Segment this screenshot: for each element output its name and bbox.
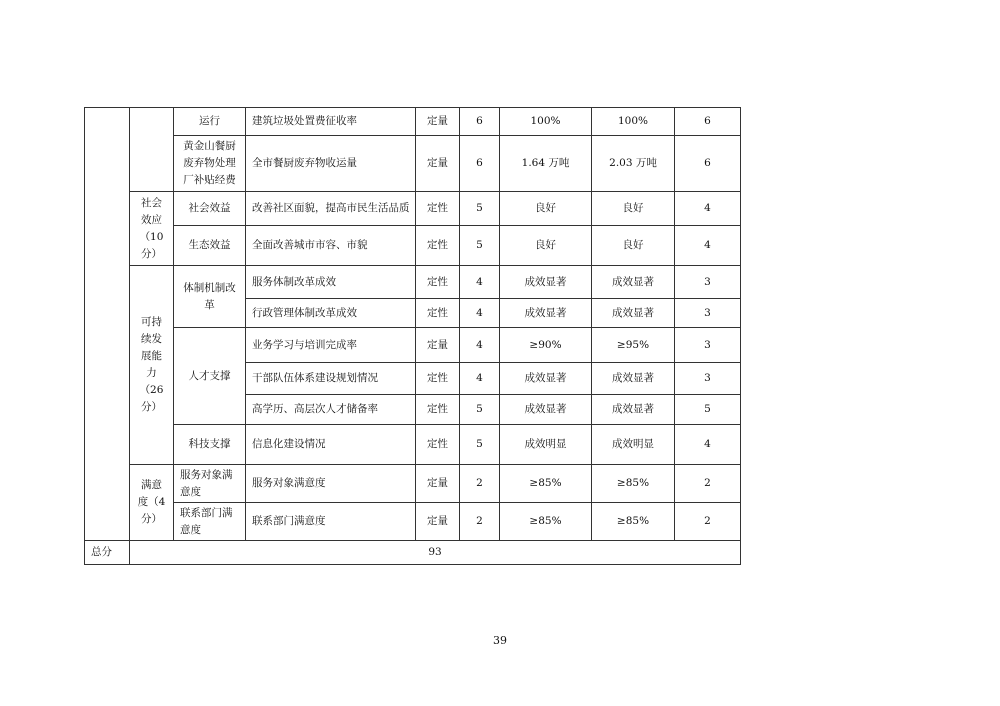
level3-cell: 运行 [174, 108, 246, 136]
score-cell: 6 [675, 108, 741, 136]
table-row [85, 192, 741, 226]
weight-cell: 6 [460, 136, 500, 192]
target-cell: 良好 [500, 226, 592, 266]
actual-cell: 成效显著 [592, 299, 675, 328]
score-cell: 2 [675, 503, 741, 541]
nature-cell: 定性 [416, 299, 460, 328]
total-label: 总分 [85, 541, 130, 565]
table-row [85, 136, 741, 192]
level3-cell: 服务对象满意度 [174, 465, 246, 503]
weight-cell: 4 [460, 363, 500, 395]
weight-cell: 2 [460, 465, 500, 503]
target-cell: ≥85% [500, 465, 592, 503]
weight-cell: 5 [460, 425, 500, 465]
target-cell: 1.64 万吨 [500, 136, 592, 192]
indicator-cell: 高学历、高层次人才储备率 [246, 395, 416, 425]
level3-cell: 联系部门满意度 [174, 503, 246, 541]
indicator-cell: 联系部门满意度 [246, 503, 416, 541]
score-cell: 4 [675, 425, 741, 465]
page-number: 39 [493, 634, 507, 647]
nature-cell: 定性 [416, 395, 460, 425]
nature-cell: 定性 [416, 363, 460, 395]
weight-cell: 4 [460, 266, 500, 299]
level3-cell: 黄金山餐厨废弃物处理厂补贴经费 [174, 136, 246, 192]
indicator-cell: 服务体制改革成效 [246, 266, 416, 299]
level2-cell: 社会效应（10分） [130, 192, 174, 266]
nature-cell: 定性 [416, 266, 460, 299]
indicator-cell: 改善社区面貌，提高市民生活品质 [246, 192, 416, 226]
actual-cell: 100% [592, 108, 675, 136]
level3-cell: 人才支撑 [174, 328, 246, 425]
actual-cell: 成效明显 [592, 425, 675, 465]
target-cell: 成效显著 [500, 266, 592, 299]
total-value: 93 [130, 541, 741, 565]
score-cell: 3 [675, 266, 741, 299]
target-cell: 成效明显 [500, 425, 592, 465]
score-cell: 3 [675, 363, 741, 395]
target-cell: 成效显著 [500, 395, 592, 425]
target-cell: ≥85% [500, 503, 592, 541]
weight-cell: 4 [460, 299, 500, 328]
weight-cell: 5 [460, 226, 500, 266]
target-cell: 成效显著 [500, 363, 592, 395]
actual-cell: 成效显著 [592, 266, 675, 299]
level3-cell: 科技支撑 [174, 425, 246, 465]
score-cell: 3 [675, 328, 741, 363]
table-row [85, 108, 741, 136]
score-cell: 4 [675, 226, 741, 266]
level3-cell: 体制机制改革 [174, 266, 246, 328]
actual-cell: ≥85% [592, 465, 675, 503]
score-cell: 6 [675, 136, 741, 192]
indicator-cell: 信息化建设情况 [246, 425, 416, 465]
nature-cell: 定量 [416, 136, 460, 192]
indicator-cell: 服务对象满意度 [246, 465, 416, 503]
level2-cell: 可持续发展能力（26分） [130, 266, 174, 465]
indicator-cell: 全市餐厨废弃物收运量 [246, 136, 416, 192]
weight-cell: 5 [460, 192, 500, 226]
target-cell: 成效显著 [500, 299, 592, 328]
actual-cell: 成效显著 [592, 363, 675, 395]
nature-cell: 定性 [416, 192, 460, 226]
nature-cell: 定性 [416, 425, 460, 465]
target-cell: ≥90% [500, 328, 592, 363]
weight-cell: 4 [460, 328, 500, 363]
actual-cell: ≥95% [592, 328, 675, 363]
target-cell: 100% [500, 108, 592, 136]
nature-cell: 定量 [416, 465, 460, 503]
evaluation-table [84, 107, 741, 565]
actual-cell: 良好 [592, 226, 675, 266]
table-row [85, 226, 741, 266]
level1-cell [85, 108, 130, 541]
nature-cell: 定性 [416, 226, 460, 266]
score-cell: 3 [675, 299, 741, 328]
weight-cell: 2 [460, 503, 500, 541]
score-cell: 4 [675, 192, 741, 226]
actual-cell: ≥85% [592, 503, 675, 541]
table-row [85, 465, 741, 503]
table-row [85, 266, 741, 299]
indicator-cell: 业务学习与培训完成率 [246, 328, 416, 363]
table-row [85, 328, 741, 363]
table-row [85, 503, 741, 541]
table-row [85, 425, 741, 465]
level2-cell: 满意度（4分） [130, 465, 174, 541]
indicator-cell: 行政管理体制改革成效 [246, 299, 416, 328]
weight-cell: 6 [460, 108, 500, 136]
total-row [85, 541, 741, 565]
indicator-cell: 全面改善城市市容、市貌 [246, 226, 416, 266]
nature-cell: 定量 [416, 503, 460, 541]
nature-cell: 定量 [416, 108, 460, 136]
score-cell: 5 [675, 395, 741, 425]
score-cell: 2 [675, 465, 741, 503]
level2-cell [130, 108, 174, 192]
indicator-cell: 建筑垃圾处置费征收率 [246, 108, 416, 136]
actual-cell: 成效显著 [592, 395, 675, 425]
nature-cell: 定量 [416, 328, 460, 363]
indicator-cell: 干部队伍体系建设规划情况 [246, 363, 416, 395]
actual-cell: 良好 [592, 192, 675, 226]
actual-cell: 2.03 万吨 [592, 136, 675, 192]
level3-cell: 生态效益 [174, 226, 246, 266]
level3-cell: 社会效益 [174, 192, 246, 226]
weight-cell: 5 [460, 395, 500, 425]
target-cell: 良好 [500, 192, 592, 226]
